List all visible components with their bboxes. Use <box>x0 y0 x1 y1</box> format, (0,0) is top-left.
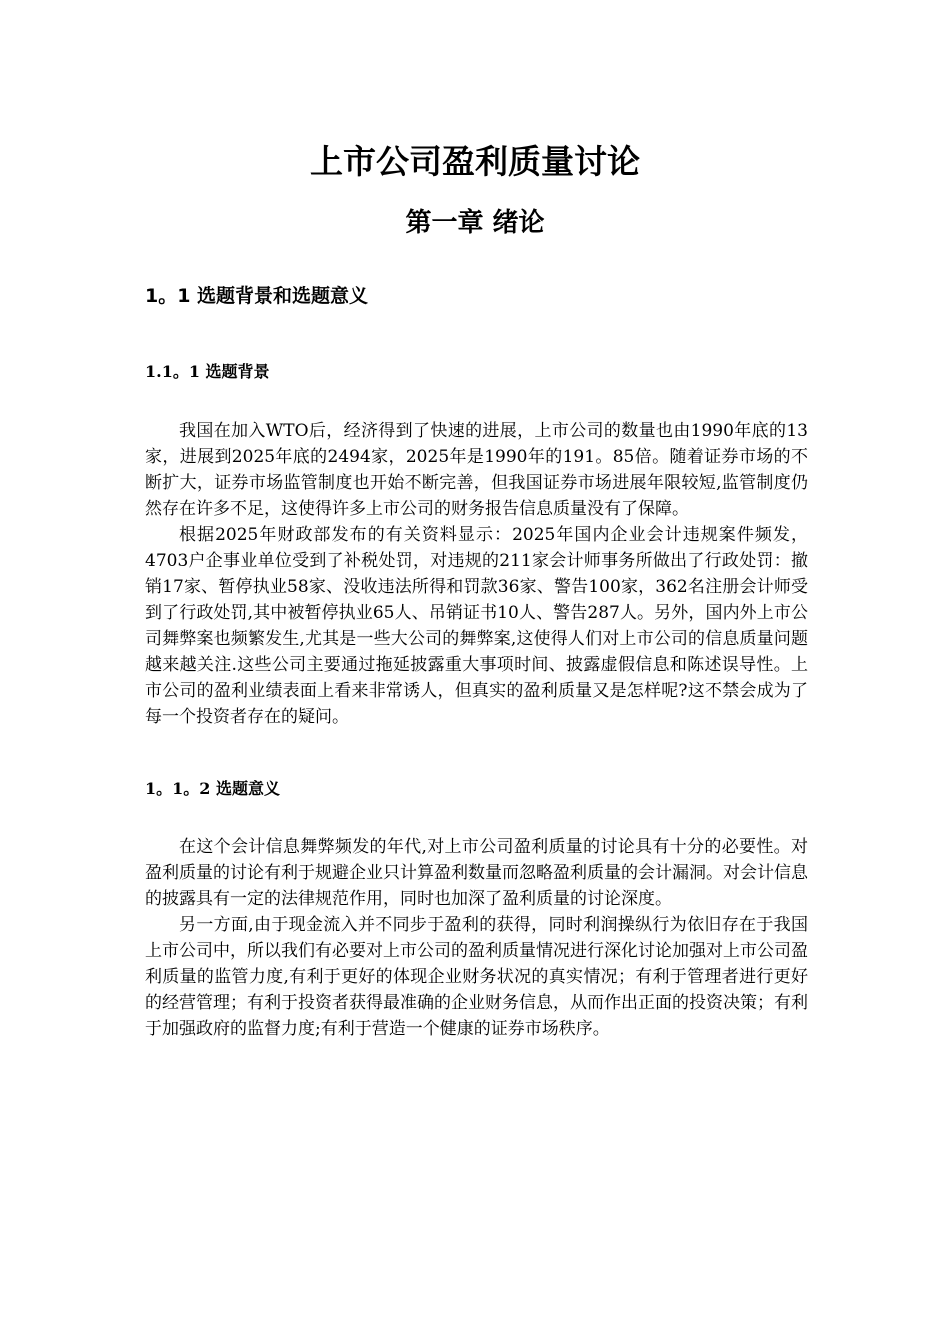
paragraph: 我国在加入WTO后，经济得到了快速的进展，上市公司的数量也由1990年底的13家，进展到2025年底的2494家，2025年是1990年的191。85倍。随着证券市场的不断扩大，证券市场监管制度也开始不断完善，但我国证券市场进展年限较短,监管制度仍然存在许多不足，这使得许多上市公司的财务报告信息质量没有了保障。 <box>145 421 808 519</box>
subsection-heading-background: 1.1。1 选题背景 <box>145 362 270 381</box>
paragraph: 根据2025年财政部发布的有关资料显示：2025年国内企业会计违规案件频发，4703户企事业单位受到了补税处罚，对违规的211家会计师事务所做出了行政处罚：撤销17家、暂停执业58家、没收违法所得和罚款36家、警告100家，362名注册会计师受到了行政处罚,其中被暂停执业65人、吊销证书10人、警告287人。另外，国内外上市公司舞弊案也频繁发生,尤其是一些大公司的舞弊案,这使得人们对上市公司的信息质量问题越来越关注.这些公司主要通过拖延披露重大事项时间、披露虚假信息和陈述误导性。上市公司的盈利业绩表面上看来非常诱人，但真实的盈利质量又是怎样呢?这不禁会成为了每一个投资者存在的疑问。 <box>145 525 808 727</box>
paragraph: 在这个会计信息舞弊频发的年代,对上市公司盈利质量的讨论具有十分的必要性。对盈利质量的讨论有利于规避企业只计算盈利数量而忽略盈利质量的会计漏洞。对会计信息的披露具有一定的法律规范作用，同时也加深了盈利质量的讨论深度。 <box>145 837 808 909</box>
document-title: 上市公司盈利质量讨论 <box>310 142 640 181</box>
subsection-body-significance <box>145 834 808 1042</box>
subsection-body-background <box>145 418 808 730</box>
section-heading: 1。1 选题背景和选题意义 <box>145 285 369 307</box>
subsection-heading-significance: 1。1。2 选题意义 <box>145 779 280 798</box>
paragraph: 另一方面,由于现金流入并不同步于盈利的获得，同时利润操纵行为依旧存在于我国上市公司中，所以我们有必要对上市公司的盈利质量情况进行深化讨论加强对上市公司盈利质量的监管力度,有利于更好的体现企业财务状况的真实情况；有利于管理者进行更好的经营管理；有利于投资者获得最准确的企业财务信息，从而作出正面的投资决策；有利于加强政府的监督力度;有利于营造一个健康的证券市场秩序。 <box>145 915 808 1039</box>
chapter-title: 第一章 绪论 <box>405 208 545 238</box>
